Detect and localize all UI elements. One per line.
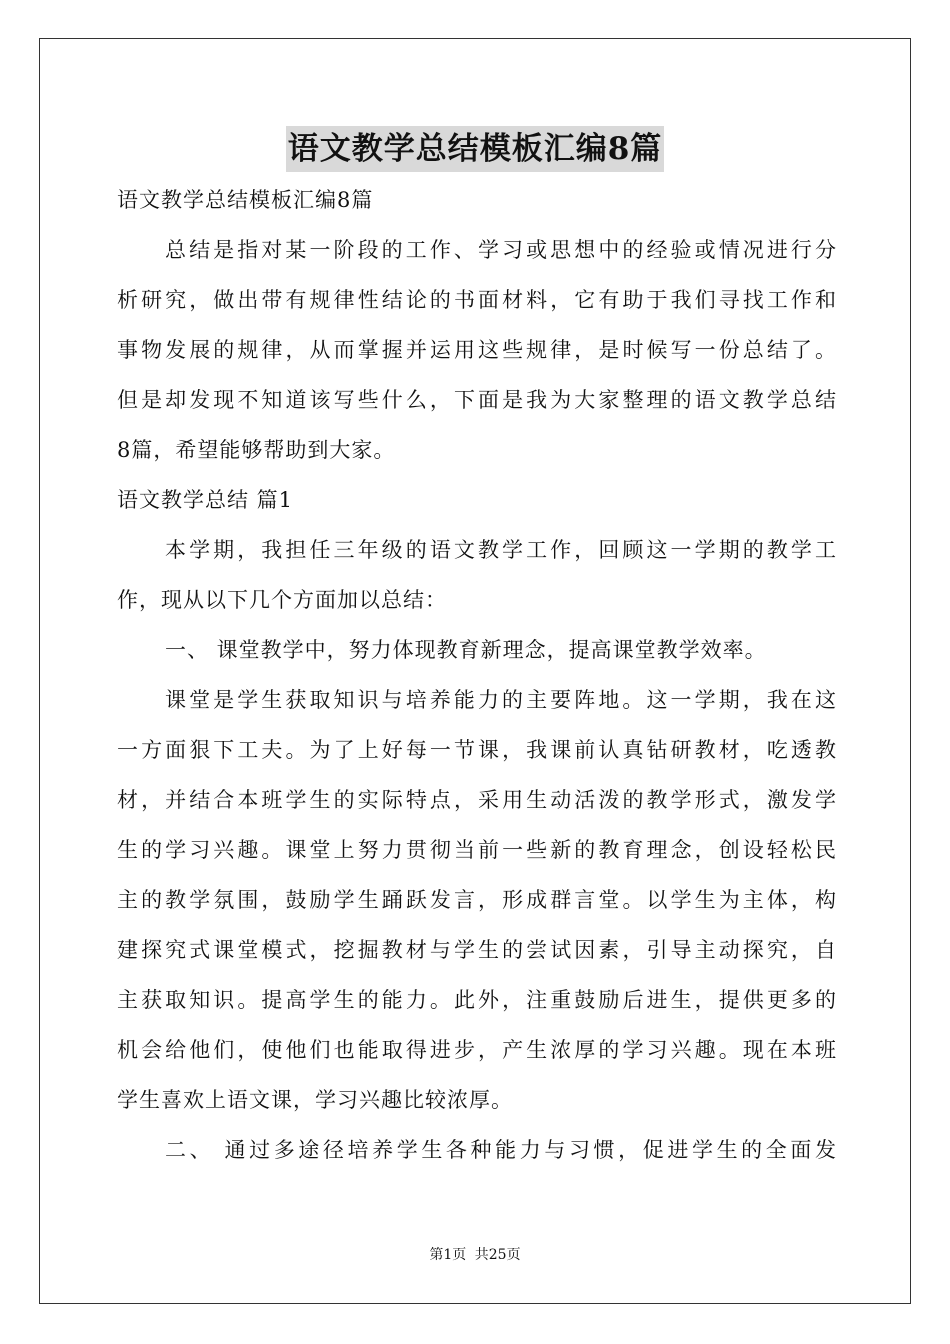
paragraph-line: 但是却发现不知道该写些什么，下面是我为大家整理的语文教学总结 <box>117 388 837 412</box>
paragraph-line: 总结是指对某一阶段的工作、学习或思想中的经验或情况进行分 <box>165 238 837 262</box>
page-footer <box>0 1245 950 1265</box>
paragraph-line: 学生喜欢上语文课，学习兴趣比较浓厚。 <box>117 1088 513 1112</box>
subheading-one: 一、 课堂教学中，努力体现教育新理念，提高课堂教学效率。 <box>165 638 767 662</box>
section-heading: 语文教学总结 篇1 <box>117 488 294 512</box>
paragraph-line: 析研究，做出带有规律性结论的书面材料，它有助于我们寻找工作和 <box>117 288 837 312</box>
paragraph-line: 材，并结合本班学生的实际特点，采用生动活泼的教学形式，激发学 <box>117 788 837 812</box>
paragraph-line: 8篇，希望能够帮助到大家。 <box>117 438 396 462</box>
subheading-two: 二、 通过多途径培养学生各种能力与习惯，促进学生的全面发 <box>165 1138 837 1162</box>
paragraph-line: 一方面狠下工夫。为了上好每一节课，我课前认真钻研教材，吃透教 <box>117 738 837 762</box>
paragraph-line: 作，现从以下几个方面加以总结： <box>117 588 447 612</box>
paragraph-line: 本学期，我担任三年级的语文教学工作，回顾这一学期的教学工 <box>165 538 837 562</box>
document-subtitle: 语文教学总结模板汇编8篇 <box>117 188 374 212</box>
paragraph-line: 课堂是学生获取知识与培养能力的主要阵地。这一学期，我在这 <box>165 688 837 712</box>
page-total: 共25页 <box>474 1247 521 1263</box>
paragraph-line: 生的学习兴趣。课堂上努力贯彻当前一些新的教育理念，创设轻松民 <box>117 838 837 862</box>
paragraph-line: 主获取知识。提高学生的能力。此外，注重鼓励后进生，提供更多的 <box>117 988 837 1012</box>
title-container <box>0 126 950 172</box>
paragraph-line: 事物发展的规律，从而掌握并运用这些规律，是时候写一份总结了。 <box>117 338 837 362</box>
page-number: 第1页 <box>429 1247 467 1263</box>
document-title: 语文教学总结模板汇编8篇 <box>286 126 665 172</box>
paragraph-line: 建探究式课堂模式，挖掘教材与学生的尝试因素，引导主动探究，自 <box>117 938 837 962</box>
paragraph-line: 机会给他们，使他们也能取得进步，产生浓厚的学习兴趣。现在本班 <box>117 1038 837 1062</box>
paragraph-line: 主的教学氛围，鼓励学生踊跃发言，形成群言堂。以学生为主体，构 <box>117 888 837 912</box>
